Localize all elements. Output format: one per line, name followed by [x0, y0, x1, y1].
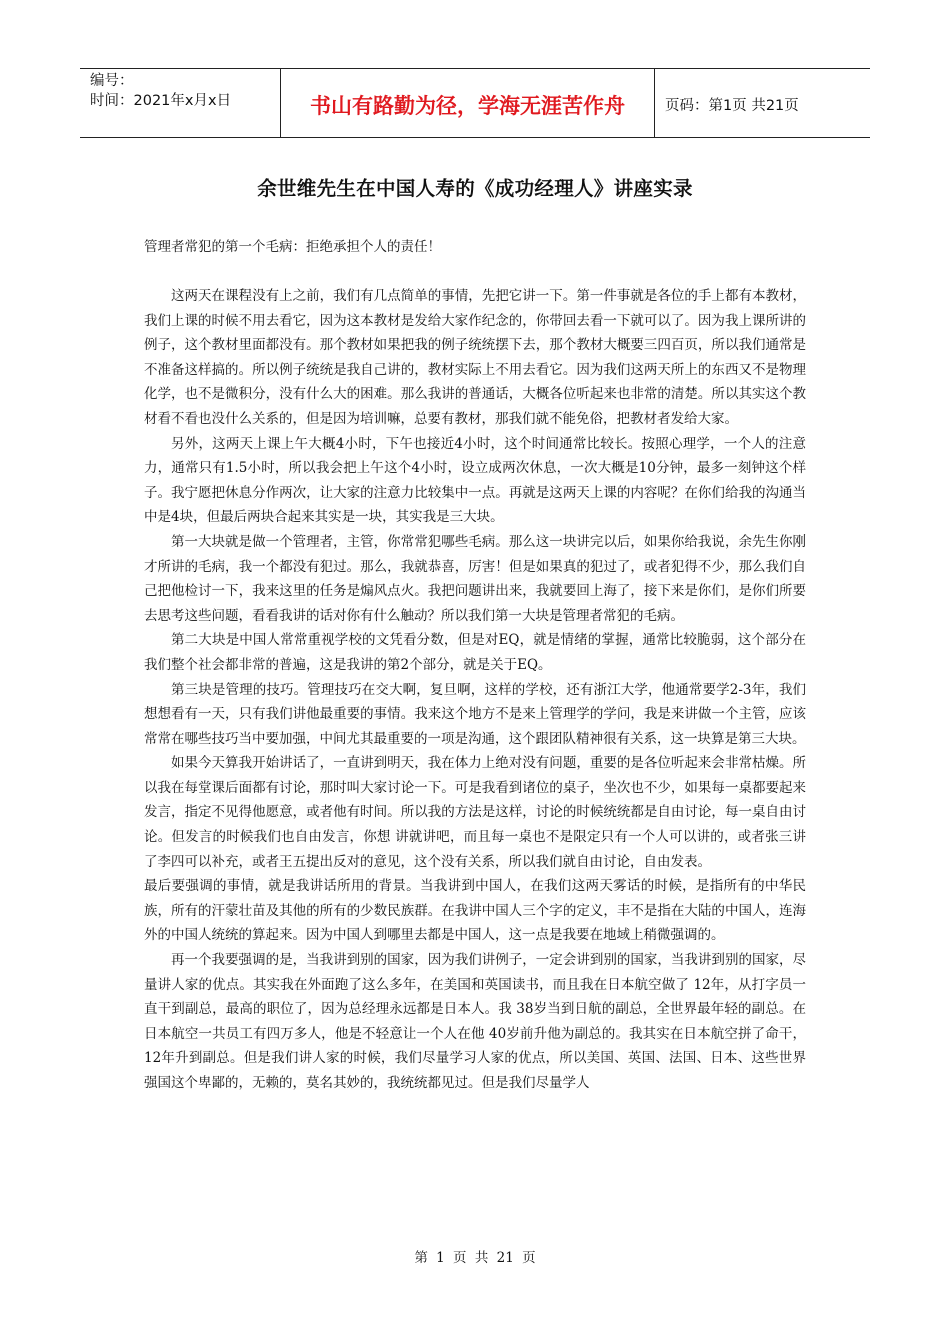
body-paragraph: 最后要强调的事情，就是我讲话所用的背景。当我讲到中国人，在我们这两天雾话的时候，是指所有的中华民族，所有的汗蒙壮苗及其他的所有的少数民族群。在我讲中国人三个字的定义，丰不是指在大陆的中国人，连海外的中国人统统的算起来。因为中国人到哪里去都是中国人，这一点是我要在地域上稍微强调的。: [144, 878, 806, 944]
header-page-label: 页码：第1页 共21页: [665, 97, 799, 114]
document-title: 余世维先生在中国人寿的《成功经理人》讲座实录: [257, 177, 693, 200]
body-paragraph: 第二大块是中国人常常重视学校的文凭看分数，但是对EQ，就是情绪的掌握，通常比较脆弱，这个部分在我们整个社会都非常的普遍，这是我讲的第2个部分，就是关于EQ。: [144, 632, 806, 673]
page-header: [80, 68, 870, 138]
header-motto: 书山有路勤为径，学海无涯苦作舟: [310, 94, 625, 118]
document-date-label: 时间：2021年x月x日: [90, 93, 232, 109]
body-paragraph: 如果今天算我开始讲话了，一直讲到明天，我在体力上绝对没有问题，重要的是各位听起来会非常枯燥。所以我在每堂课后面都有讨论，那时叫大家讨论一下。可是我看到诸位的桌子，坐次也不少，如果每一桌都要起来发言，指定不见得他愿意，或者他有时间。所以我的方法是这样，讨论的时候统统都是自由讨论，每一桌自由讨论。但发言的时候我们也自由发言，你想 讲就讲吧，而且每一桌也不是限定只有一个人可以讲的，或者张三讲了李四可以补充，或者王五提出反对的意见，这个没有关系，所以我们就自由讨论，自由发表。: [144, 755, 806, 870]
header-info-cell: [80, 69, 280, 137]
body-paragraph: 第三块是管理的技巧。管理技巧在交大啊，复旦啊，这样的学校，还有浙江大学，他通常要学2-3年，我们想想看有一天，只有我们讲他最重要的事情。我来这个地方不是来上管理学的学问，我是来讲做一个主管，应该常常在哪些技巧当中要加强，中间尤其最重要的一项是沟通，这个跟团队精神很有关系，这一块算是第三大块。: [144, 681, 806, 747]
body-paragraph: 这两天在课程没有上之前，我们有几点简单的事情，先把它讲一下。第一件事就是各位的手上都有本教材，我们上课的时候不用去看它，因为这本教材是发给大家作纪念的，你带回去看一下就可以了。因为我上课所讲的例子，这个教材里面都没有。那个教材如果把我的例子统统摆下去，那个教材大概要三四百页，所以我们通常是不准备这样搞的。所以例子统统是我自己讲的，教材实际上不用去看它。因为我们这两天所上的东西又不是物理化学，也不是微积分，没有什么大的困难。那么我讲的普通话，大概各位听起来也非常的清楚。所以其实这个教材看不看也没什么关系的，但是因为培训嘛，总要有教材，那我们就不能免俗，把教材者发给大家。: [144, 288, 806, 427]
document-number-label: 编号：: [90, 73, 134, 89]
header-page-cell: [655, 69, 870, 137]
section-subtitle: 管理者常犯的第一个毛病：拒绝承担个人的责任！: [144, 239, 441, 255]
header-motto-cell: [280, 69, 655, 137]
page-footer: 第 1 页 共 21 页: [414, 1250, 536, 1266]
body-paragraph: 另外，这两天上课上午大概4小时，下午也接近4小时，这个时间通常比较长。按照心理学，一个人的注意力，通常只有1.5小时，所以我会把上午这个4小时，设立成两次休息，一次大概是10分钟，最多一刻钟这个样子。我宁愿把休息分作两次，让大家的注意力比较集中一点。再就是这两天上课的内容呢？在你们给我的沟通当中是4块，但最后两块合起来其实是一块，其实我是三大块。: [144, 435, 806, 526]
document-body: [144, 284, 806, 1096]
body-paragraph: 第一大块就是做一个管理者，主管，你常常犯哪些毛病。那么这一块讲完以后，如果你给我说，余先生你刚才所讲的毛病，我一个都没有犯过。那么，我就恭喜，厉害！但是如果真的犯过了，或者犯得不少，那么我们自己把他检讨一下，我来这里的任务是煽风点火。我把问题讲出来，我就要回上海了，接下来是你们，是你们所要去思考这些问题，看看我讲的话对你有什么触动？所以我们第一大块是管理者常犯的毛病。: [144, 533, 806, 624]
body-paragraph: 再一个我要强调的是，当我讲到别的国家，因为我们讲例子，一定会讲到别的国家，当我讲到别的国家，尽量讲人家的优点。其实我在外面跑了这么多年，在美国和英国读书，而且我在日本航空做了 12年，从打字员一直干到副总，最高的职位了，因为总经理永远都是日本人。我 38岁当到日航的副总，全世界最年轻的副总。在日本航空一共员工有四万多人，他是不轻意让一个人在他 40岁前升他为副总的。我其实在日本航空拼了命干，12年升到副总。但是我们讲人家的时候，我们尽量学习人家的优点，所以美国、英国、法国、日本、这些世界强国这个卑鄙的，无赖的，莫名其妙的，我统统都见过。但是我们尽量学人: [144, 952, 806, 1091]
